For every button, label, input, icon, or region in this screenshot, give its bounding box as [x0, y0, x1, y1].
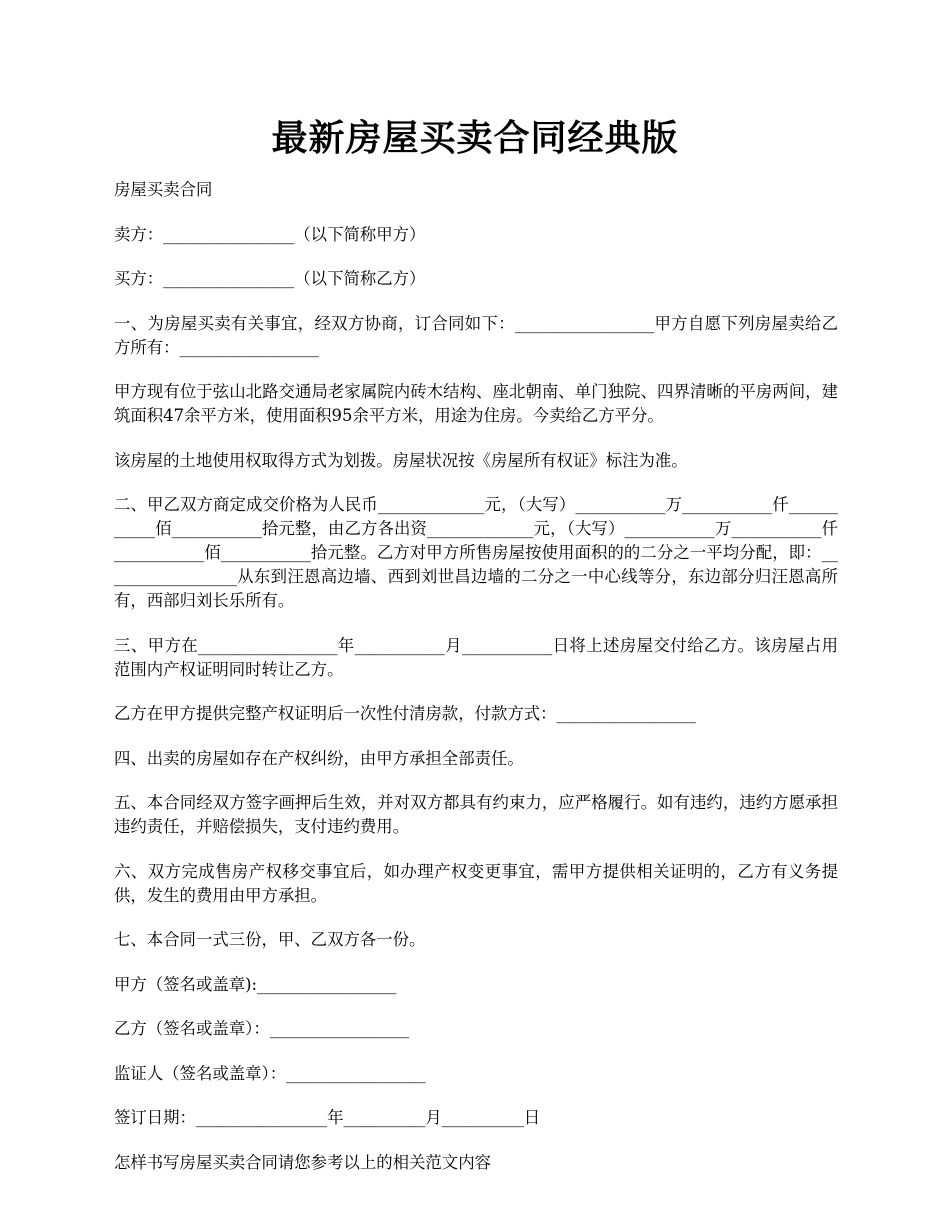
clause-1: 一、为房屋买卖有关事宜，经双方协商，订合同如下：_________________甲方自愿下列房屋卖给乙方所有：_________________: [114, 313, 838, 357]
seller-line: 卖方：________________（以下简称甲方）: [114, 224, 426, 244]
contract-body: [114, 178, 838, 1195]
land-use-right: 该房屋的土地使用权取得方式为划拨。房屋状况按《房屋所有权证》标注为准。: [114, 450, 688, 470]
party-a-signature: 甲方（签名或盖章):_________________: [114, 974, 397, 994]
property-description: 甲方现有位于弦山北路交通局老家属院内砖木结构、座北朝南、单门独院、四界清晰的平房两间，建筑面积47余平方米，使用面积95余平方米，用途为住房。今卖给乙方平分。: [114, 382, 838, 425]
witness-signature: 监证人（签名或盖章）：_________________: [114, 1063, 426, 1083]
closing-note: 怎样书写房屋买卖合同请您参考以上的相关范文内容: [114, 1152, 491, 1172]
clause-2-price: 二、甲乙双方商定成交价格为人民币_____________元，（大写）___________万___________仟___________佰___________拾元整，由乙方各出资_____________元，（大写）___________万___________仟___________佰___________拾元整。乙方对甲方所售房屋按使用面积的的二分之一平均分配，即：_________________从东到汪恩高边墙、西到刘世昌边墙的二分之一中心线等分，东边部分归汪恩高所有，西部归刘长乐所有。: [114, 495, 838, 610]
party-b-signature: 乙方（签名或盖章）：_________________: [114, 1019, 410, 1038]
payment-method: 乙方在甲方提供完整产权证明后一次性付清房款，付款方式：_________________: [114, 704, 696, 723]
clause-4-dispute: 四、出卖的房屋如存在产权纠纷，由甲方承担全部责任。: [114, 748, 524, 768]
clause-7-copies: 七、本合同一式三份，甲、乙双方各一份。: [114, 930, 426, 949]
clause-6-transfer: 六、双方完成售房产权移交事宜后，如办理产权变更事宜，需甲方提供相关证明的，乙方有义务提供，发生的费用由甲方承担。: [114, 861, 838, 905]
clause-5-effect: 五、本合同经双方签字画押后生效，并对双方都具有约束力，应严格履行。如有违约，违约方愿承担违约责任，并赔偿损失，支付违约费用。: [114, 793, 838, 836]
signing-date: 签订日期：________________年__________月__________日: [114, 1108, 541, 1127]
document-title: 最新房屋买卖合同经典版: [271, 117, 679, 159]
contract-heading: 房屋买卖合同: [114, 180, 213, 199]
buyer-line: 买方：________________（以下简称乙方）: [114, 269, 426, 288]
clause-3-delivery: 三、甲方在_________________年___________月___________日将上述房屋交付给乙方。该房屋占用范围内产权证明同时转让乙方。: [114, 635, 838, 679]
